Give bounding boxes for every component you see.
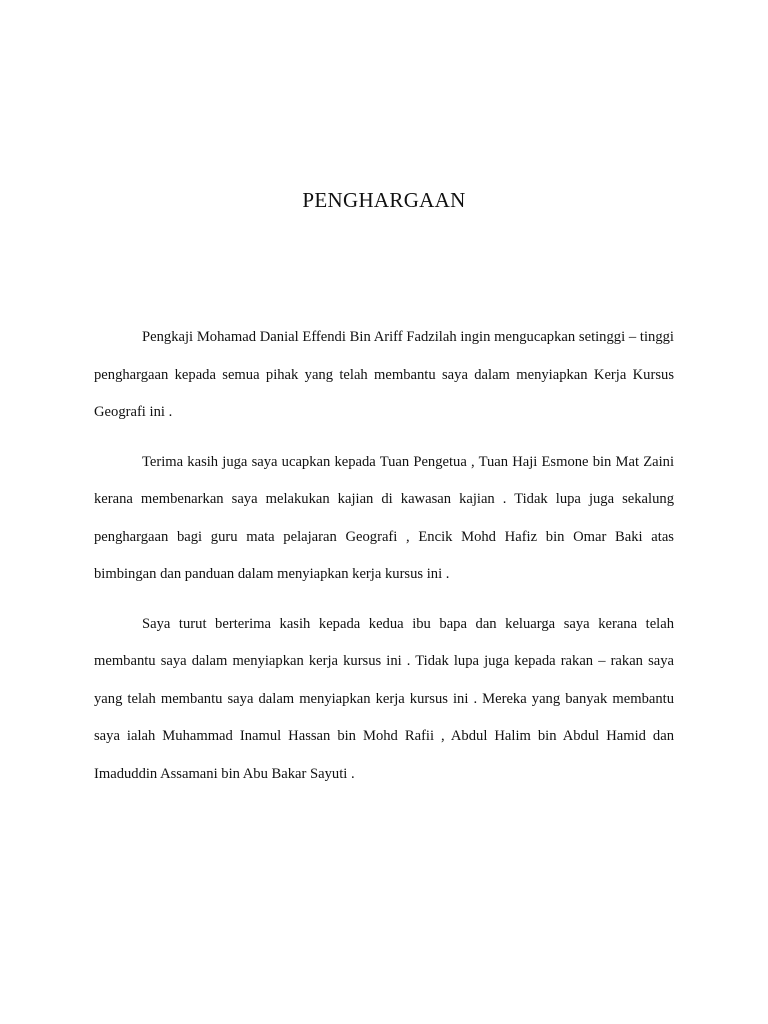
paragraph-2: Terima kasih juga saya ucapkan kepada Tuan Pengetua , Tuan Haji Esmone bin Mat Zaini kerana membenarkan saya melakukan kajian di kawasan kajian . Tidak lupa juga sekalung penghargaan bagi guru mata pelajaran Geografi , Encik Mohd Hafiz bin Omar Baki atas bimbingan dan panduan dalam menyiapkan kerja kursus ini . [94,453,674,582]
paragraph-1: Pengkaji Mohamad Danial Effendi Bin Ariff Fadzilah ingin mengucapkan setinggi – tinggi penghargaan kepada semua pihak yang telah membantu saya dalam menyiapkan Kerja Kursus Geografi ini . [94,329,674,420]
paragraph-3: Saya turut berterima kasih kepada kedua ibu bapa dan keluarga saya kerana telah membantu saya dalam menyiapkan kerja kursus ini . Tidak lupa juga kepada rakan – rakan saya yang telah membantu saya dalam menyiapkan kerja kursus ini . Mereka yang banyak membantu saya ialah Muhammad Inamul Hassan bin Mohd Rafii , Abdul Halim bin Abdul Hamid dan Imaduddin Assamani bin Abu Bakar Sayuti . [94,615,674,782]
document-body [94,319,674,805]
page-title: PENGHARGAAN [302,188,466,212]
